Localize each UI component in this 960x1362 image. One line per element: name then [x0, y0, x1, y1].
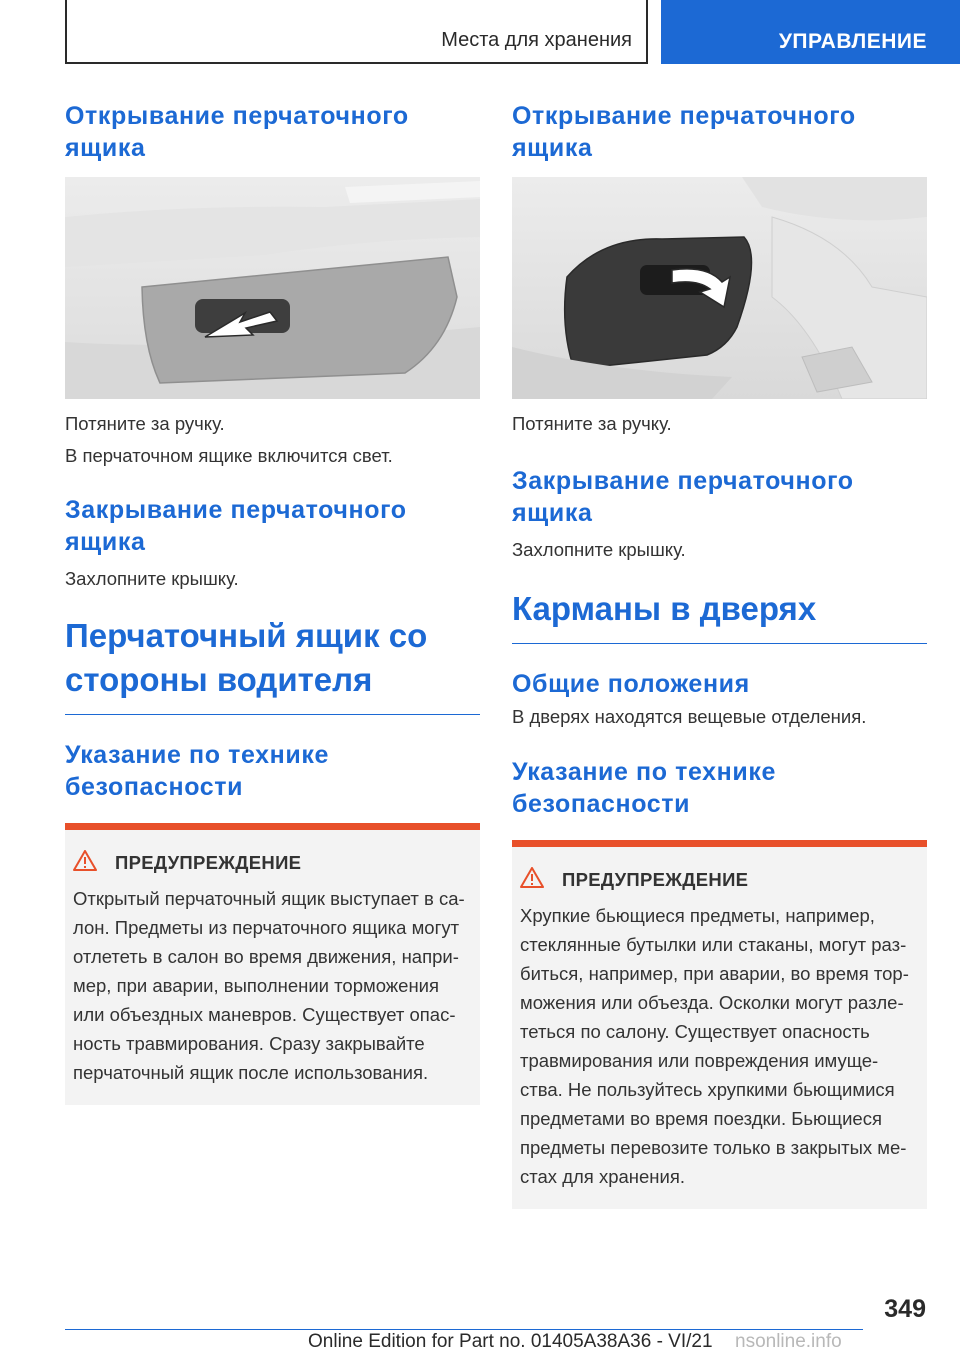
close-glovebox-heading-right: Закрывание перчаточного ящика: [512, 467, 854, 527]
close-glovebox-text: Захлопните крышку.: [65, 568, 239, 589]
glovebox-open-illustration: [65, 177, 480, 399]
warning-header: [73, 850, 472, 876]
footer-edition: Online Edition for Part no. 01405A38A36 - VI/21: [308, 1331, 713, 1352]
warning-title-right: ПРЕДУПРЕЖДЕНИЕ: [562, 869, 749, 890]
open-step-1-right: Потяните за ручку.: [512, 413, 672, 434]
warning-triangle-icon: [520, 867, 544, 893]
open-glovebox-heading-right: Открывание перчаточного ящика: [512, 102, 856, 162]
open-step-1: Потяните за ручку.: [65, 413, 225, 434]
safety-note-heading-right: Указание по технике безопасности: [512, 758, 776, 818]
header-chapter-tab[interactable]: [661, 0, 960, 64]
warning-header-right: [520, 867, 919, 893]
general-text: В дверях находятся вещевые отделения.: [512, 706, 867, 727]
glovebox-driver-illustration: [512, 177, 927, 399]
section-divider: [65, 714, 480, 715]
close-glovebox-text-right: Захлопните крышку.: [512, 539, 686, 560]
warning-box-right: [512, 840, 927, 1209]
open-glovebox-heading: Открывание перчаточного ящика: [65, 102, 409, 162]
open-step-2: В перчаточном ящике включится свет.: [65, 445, 393, 466]
header-section-box: [65, 0, 648, 64]
warning-triangle-icon: [73, 850, 97, 876]
footer-divider: [65, 1329, 863, 1330]
left-column: [65, 100, 480, 1105]
right-column: [512, 100, 927, 1209]
door-pockets-heading: Карманы в дверях: [512, 590, 817, 627]
close-glovebox-heading: Закрывание перчаточного ящика: [65, 496, 407, 556]
glovebox-driver-image: [512, 177, 927, 399]
footer-watermark: nsonline.info: [735, 1331, 842, 1352]
safety-note-heading: Указание по технике безопасности: [65, 741, 329, 801]
warning-text: Открытый перчаточный ящик выступает в са-лон. Предметы из перчаточного ящика могут отлететь в салон во время движения, напри-мер, при аварии, выполнении торможения или объездных маневров. Существует опас-ность травмирования. Сразу закрывайте перчаточный ящик после использования.: [73, 888, 465, 1083]
warning-title: ПРЕДУПРЕЖДЕНИЕ: [115, 852, 302, 873]
header-chapter-title: УПРАВЛЕНИЕ: [778, 30, 927, 53]
driver-glovebox-heading: Перчаточный ящик со стороны водителя: [65, 617, 428, 698]
page-number: 349: [884, 1295, 926, 1323]
section-divider-right: [512, 643, 927, 644]
header-section-title: Места для хранения: [441, 29, 632, 51]
glovebox-open-image: [65, 177, 480, 399]
warning-box: [65, 823, 480, 1105]
general-heading: Общие положения: [512, 670, 750, 698]
warning-text-right: Хрупкие бьющиеся предметы, например, стеклянные бутылки или стаканы, могут раз-биться, например, при аварии, во время тор-можения или объезда. Осколки могут разле-теться по салону. Существует опасность травмирования или повреждения имуще-ства. Не пользуйтесь хрупкими бьющимися предметами во время поездки. Бьющиеся предметы перевозите только в закрытых ме-стах для хранения.: [520, 905, 909, 1187]
